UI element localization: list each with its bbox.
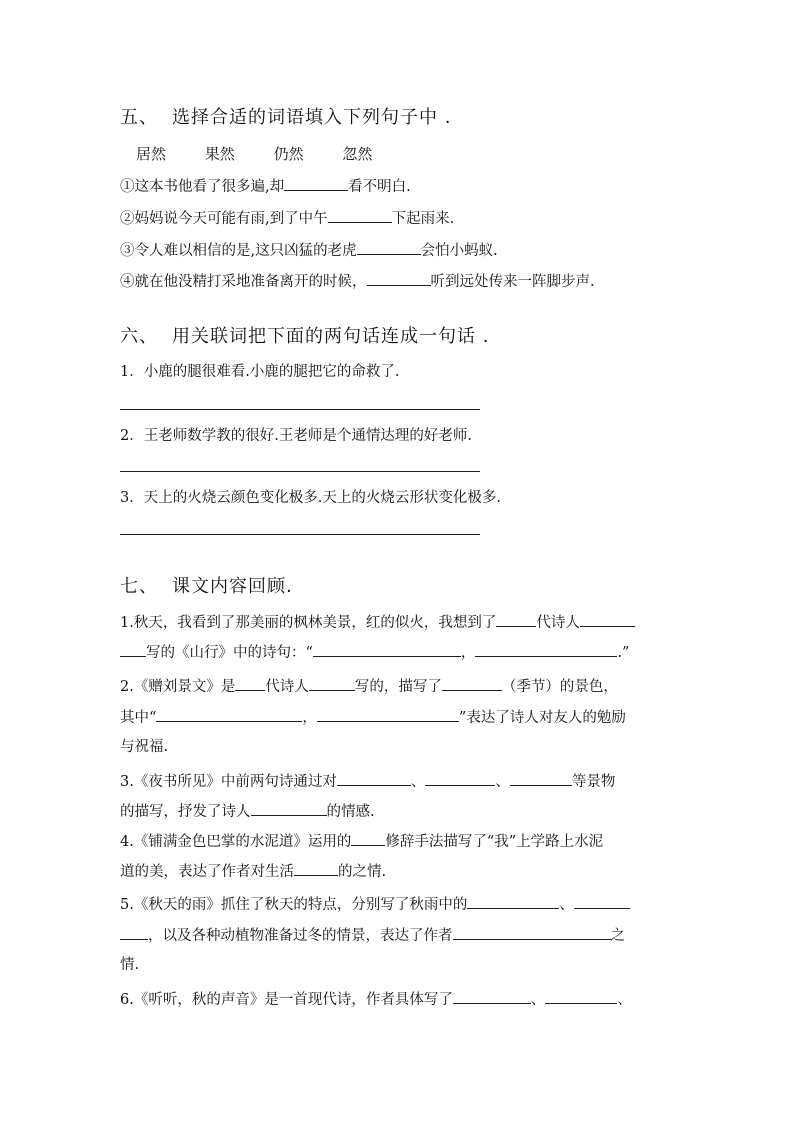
question-text: 修辞手法描写了“我”上学路上水泥 — [385, 834, 604, 850]
question-text: 写的，描写了 — [354, 679, 442, 695]
choice-word: 居然 — [136, 145, 167, 163]
answer-blank[interactable] — [367, 270, 431, 286]
answer-blank[interactable] — [294, 860, 338, 876]
question-text: ， — [302, 710, 317, 726]
review-question-2-end: 与祝福. — [120, 739, 169, 755]
question-text: 1.秋天，我看到了那美丽的枫林美景，红的似火，我想到了 — [120, 615, 497, 631]
question-text: 5.《秋天的雨》抓住了秋天的特点，分别写了秋雨中的 — [120, 897, 468, 913]
question-text: 之 — [610, 928, 625, 944]
section-6-title: 用关联词把下面的两句话连成一句话 . — [172, 326, 490, 347]
sentence-text: ③令人难以相信的是,这只凶猛的老虎 — [120, 243, 357, 259]
question-text: 道的美，表达了作者对生活 — [120, 864, 294, 880]
section-7-heading — [120, 575, 293, 599]
review-question-6 — [120, 988, 632, 1010]
review-question-5-end: 情. — [120, 957, 140, 973]
answer-blank[interactable] — [510, 770, 572, 786]
section-7-title: 课文内容回顾. — [172, 576, 293, 597]
answer-blank[interactable] — [475, 641, 617, 657]
question-text: 代诗人 — [536, 615, 580, 631]
choice-word: 果然 — [204, 145, 235, 163]
question-text: 的情感. — [326, 804, 375, 820]
answer-blank[interactable] — [309, 675, 355, 691]
question-text: 的描写，抒发了诗人 — [120, 804, 251, 820]
question-text: 4.《铺满金色巴掌的水泥道》运用的 — [120, 834, 352, 850]
review-question-4-cont — [120, 860, 386, 882]
answer-blank[interactable] — [580, 611, 635, 627]
question-text: 、 — [617, 992, 632, 1008]
combine-question-1: 1．小鹿的腿很难看.小鹿的腿把它的命救了. — [120, 364, 400, 380]
answer-blank[interactable] — [120, 641, 146, 657]
review-question-5-cont — [120, 924, 625, 946]
answer-blank[interactable] — [453, 988, 531, 1004]
answer-line[interactable] — [120, 534, 480, 535]
question-text: ”表达了诗人对友人的勉励 — [458, 710, 626, 726]
answer-line[interactable] — [120, 471, 480, 472]
review-question-3 — [120, 770, 615, 792]
question-text: 代诗人 — [265, 679, 309, 695]
review-question-4 — [120, 830, 603, 852]
review-question-2 — [120, 675, 618, 697]
answer-blank[interactable] — [357, 239, 421, 255]
question-text: 、 — [410, 774, 426, 790]
sentence-text: ①这本书他看了很多遍,却 — [120, 179, 285, 195]
question-text: 、 — [495, 774, 510, 790]
combine-question-2: 2．王老师数学教的很好.王老师是个通情达理的好老师. — [120, 428, 472, 444]
answer-blank[interactable] — [328, 207, 392, 223]
review-question-3-cont — [120, 800, 375, 822]
answer-blank[interactable] — [313, 641, 461, 657]
answer-blank[interactable] — [251, 800, 327, 816]
choice-word: 忽然 — [342, 145, 373, 163]
sentence-text: 下起雨来. — [391, 211, 455, 227]
question-text: 等景物 — [571, 774, 616, 790]
question-text: 写的《山行》中的诗句：“ — [146, 645, 313, 661]
sentence-text: 会怕小蚂蚁. — [420, 243, 498, 259]
sentence-1 — [120, 175, 411, 197]
question-text: ， — [460, 645, 476, 661]
answer-blank[interactable] — [317, 706, 459, 722]
answer-blank[interactable] — [351, 830, 385, 846]
choice-word: 仍然 — [273, 145, 304, 163]
section-6-number: 六、 — [120, 326, 158, 347]
section-5-heading — [120, 106, 451, 130]
sentence-3 — [120, 239, 498, 261]
review-question-2-cont — [120, 706, 626, 728]
sentence-text: ④就在他没精打采地准备离开的时候， — [120, 274, 367, 290]
answer-blank[interactable] — [284, 175, 348, 191]
answer-blank[interactable] — [156, 706, 302, 722]
section-5-title: 选择合适的词语填入下列句子中 . — [172, 107, 452, 128]
answer-blank[interactable] — [235, 675, 265, 691]
sentence-4 — [120, 270, 595, 292]
question-text: 其中“ — [120, 710, 157, 726]
question-text: 2.《赠刘景文》是 — [120, 679, 236, 695]
review-question-1 — [120, 611, 635, 633]
answer-line[interactable] — [120, 409, 480, 410]
sentence-text: 听到远处传来一阵脚步声. — [430, 274, 595, 290]
word-choices — [136, 144, 406, 164]
answer-blank[interactable] — [442, 675, 502, 691]
answer-blank[interactable] — [337, 770, 411, 786]
sentence-2 — [120, 207, 454, 229]
answer-blank[interactable] — [467, 893, 559, 909]
answer-blank[interactable] — [425, 770, 495, 786]
sentence-text: 看不明白. — [348, 179, 411, 195]
answer-blank[interactable] — [496, 611, 536, 627]
question-text: 、 — [559, 897, 574, 913]
sentence-text: ②妈妈说今天可能有雨,到了中午 — [120, 211, 328, 227]
question-text: 6.《听听，秋的声音》是一首现代诗，作者具体写了 — [120, 992, 453, 1008]
answer-blank[interactable] — [453, 924, 611, 940]
question-text: .” — [617, 645, 630, 661]
question-text: （季节）的景色， — [501, 679, 618, 695]
question-text: 3.《夜书所见》中前两句诗通过对 — [120, 774, 337, 790]
answer-blank[interactable] — [545, 988, 617, 1004]
review-question-1-cont — [120, 641, 629, 663]
answer-blank[interactable] — [574, 893, 630, 909]
question-text: ，以及各种动植物准备过冬的情景，表达了作者 — [148, 928, 453, 944]
section-5-number: 五、 — [120, 107, 158, 128]
answer-blank[interactable] — [120, 924, 148, 940]
combine-question-3: 3．天上的火烧云颜色变化极多.天上的火烧云形状变化极多. — [120, 490, 501, 506]
review-question-5 — [120, 893, 630, 915]
section-7-number: 七、 — [120, 576, 158, 597]
question-text: 、 — [530, 992, 546, 1008]
question-text: 的之情. — [338, 864, 387, 880]
section-6-heading — [120, 325, 489, 349]
